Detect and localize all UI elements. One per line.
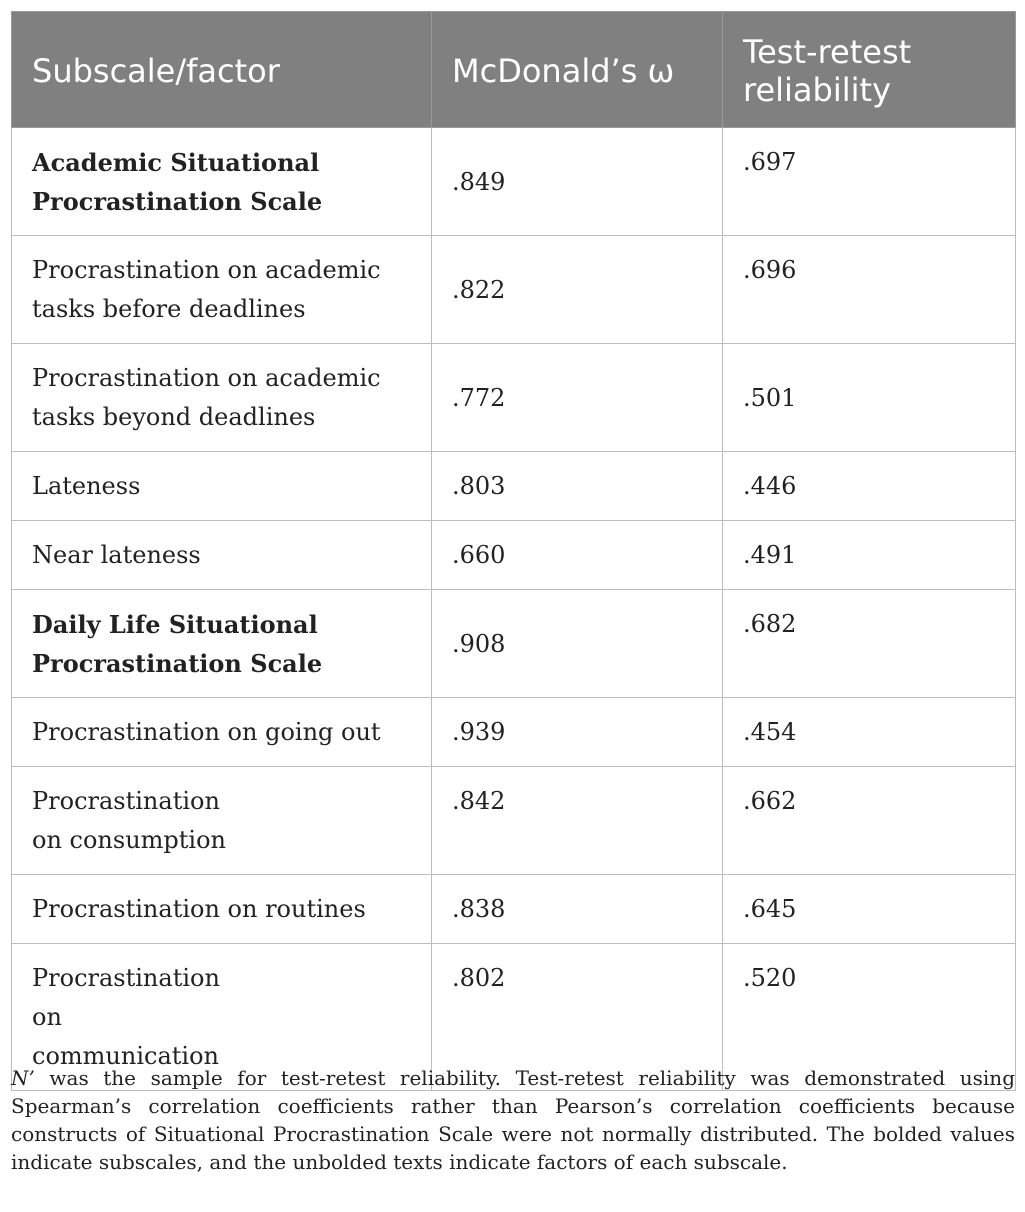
row-omega: .822 [432,236,723,344]
row-retest: .446 [723,452,1016,521]
row-omega: .849 [432,128,723,236]
table-row [12,236,1016,344]
header-mcdonalds-omega: McDonald’s ω [432,12,723,128]
row-label: Procrastination on routines [12,875,432,944]
row-omega: .803 [432,452,723,521]
table-row [12,698,1016,767]
row-label: Lateness [12,452,432,521]
row-label: Procrastination on consumption [12,767,432,875]
table-row [12,767,1016,875]
row-retest: .520 [723,944,1016,1091]
row-retest: .662 [723,767,1016,875]
row-omega: .842 [432,767,723,875]
row-retest: .696 [723,236,1016,344]
table-row [12,128,1016,236]
table-row [12,521,1016,590]
table-row [12,344,1016,452]
row-label: Procrastination on communication [12,944,432,1091]
table-footnote [11,1064,1015,1176]
row-label: Academic Situational Procrastination Scale [12,128,432,236]
reliability-table-container [11,11,1015,1091]
row-omega: .908 [432,590,723,698]
row-omega: .838 [432,875,723,944]
row-retest: .682 [723,590,1016,698]
row-omega: .939 [432,698,723,767]
row-label: Near lateness [12,521,432,590]
table-row [12,452,1016,521]
table-row [12,590,1016,698]
row-label: Procrastination on academic tasks beyond deadlines [12,344,432,452]
row-retest: .697 [723,128,1016,236]
table-header-row [12,12,1016,128]
row-omega: .660 [432,521,723,590]
reliability-table [11,11,1016,1091]
table-row [12,875,1016,944]
footnote-symbol: N’ [11,1066,35,1090]
header-test-retest: Test-retest reliability [723,12,1016,128]
header-subscale-factor: Subscale/factor [12,12,432,128]
row-label: Daily Life Situational Procrastination Scale [12,590,432,698]
row-omega: .802 [432,944,723,1091]
row-label: Procrastination on academic tasks before deadlines [12,236,432,344]
row-omega: .772 [432,344,723,452]
row-retest: .454 [723,698,1016,767]
row-retest: .645 [723,875,1016,944]
row-retest: .491 [723,521,1016,590]
row-retest: .501 [723,344,1016,452]
row-label: Procrastination on going out [12,698,432,767]
footnote-text: was the sample for test-retest reliability. Test-retest reliability was demonstrated using Spearman’s correlation coefficients rather than Pearson’s correlation coefficients because constructs of Situational Procrastination Scale were not normally distributed. The bolded values indicate subscales, and the unbolded texts indicate factors of each subscale. [11,1066,1015,1174]
